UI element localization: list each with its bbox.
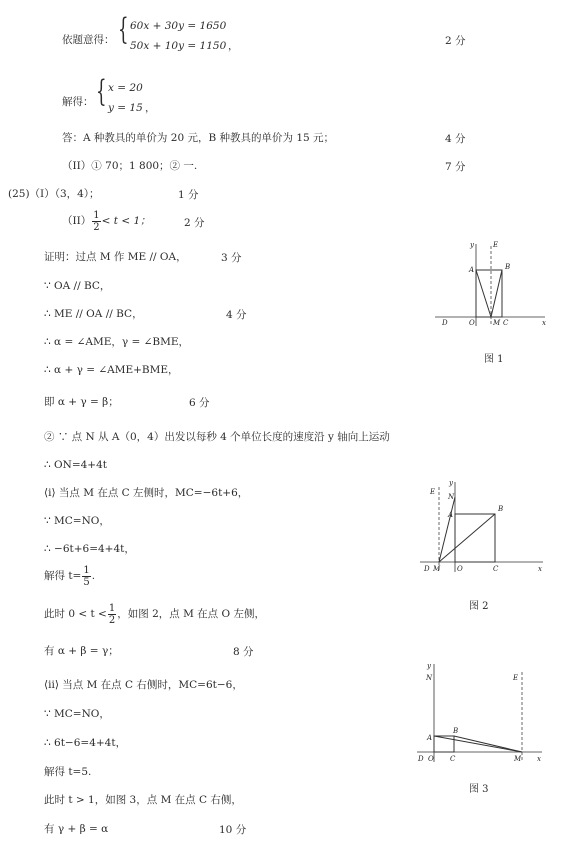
label-e: E xyxy=(493,241,499,249)
label-b: B xyxy=(453,727,459,735)
figure-3 xyxy=(412,660,544,770)
label-m: M xyxy=(433,565,441,573)
figure-1 xyxy=(430,238,550,328)
figure-3-caption: 图 3 xyxy=(469,784,489,795)
label-b: B xyxy=(505,263,511,271)
score-3: 3 分 xyxy=(221,252,242,264)
part-2-intro: ② ∵ 点 N 从 A（0，4）出发以每秒 4 个单位长度的速度沿 y 轴向上运动 xyxy=(44,431,390,443)
case-ii: ⟨ii⟩ 当点 M 在点 C 右侧时，MC=6t−6， xyxy=(44,679,243,691)
label-o: O xyxy=(469,319,475,327)
score-10: 10 分 xyxy=(219,824,247,836)
case-ii-result: 有 γ + β = α xyxy=(44,823,109,835)
proof-step-3: ∴ α = ∠AME，γ = ∠BME， xyxy=(44,336,190,348)
label-d: D xyxy=(442,319,448,327)
q25-part-i: (25)（I）（3，4）； xyxy=(8,188,100,200)
proof-step-4: ∴ α + γ = ∠AME+BME， xyxy=(44,364,179,376)
segment-mb xyxy=(439,514,495,562)
label-x: x xyxy=(537,755,541,763)
score-8: 8 分 xyxy=(233,646,254,658)
case-ii-condition: 此时 t > 1，如图 3，点 M 在点 C 右侧， xyxy=(44,794,242,806)
segment-mb xyxy=(491,270,502,317)
label-e: E xyxy=(430,488,436,496)
comma: ， xyxy=(228,40,239,52)
on-expression: ∴ ON=4+4t xyxy=(44,459,107,471)
segment-bm xyxy=(454,736,522,752)
answer-line: 答：A 种教具的单价为 20 元，B 种教具的单价为 15 元； xyxy=(62,132,335,144)
given-label: 依题意得： xyxy=(62,34,115,46)
case-ii-step-1: ∵ MC=NO， xyxy=(44,708,110,720)
solve-label: 解得： xyxy=(62,96,94,108)
label-a: A xyxy=(427,734,433,742)
figure-2 xyxy=(415,477,545,577)
segment-am xyxy=(434,736,522,752)
case-ii-step-2: ∴ 6t−6=4+4t， xyxy=(44,737,127,749)
solution-x: x = 20 xyxy=(108,82,143,94)
label-e: E xyxy=(513,674,519,682)
label-d: D xyxy=(418,755,424,763)
case-i-step-1: ∵ MC=NO， xyxy=(44,515,110,527)
label-c: C xyxy=(450,755,456,763)
part-ii-answer: （II）① 70；1 800；② 一. xyxy=(62,160,198,172)
proof-step-1: ∵ OA // BC， xyxy=(44,280,111,292)
label-x: x xyxy=(538,565,542,573)
label-y: y xyxy=(427,662,431,670)
label-a: A xyxy=(448,511,454,519)
label-d: D xyxy=(424,565,430,573)
label-y: y xyxy=(470,241,474,249)
label-c: C xyxy=(503,319,509,327)
score-7: 7 分 xyxy=(445,161,466,173)
proof-start: 证明：过点 M 作 ME // OA， xyxy=(44,251,187,263)
score-4b: 4 分 xyxy=(226,309,247,321)
label-b: B xyxy=(498,505,504,513)
label-n: N xyxy=(426,674,433,682)
equation-1a: 60x + 30y = 1650 xyxy=(130,20,227,32)
label-x: x xyxy=(542,319,546,327)
solution-y: y = 15 xyxy=(108,102,143,114)
proof-conclusion: 即 α + γ = β； xyxy=(44,396,119,408)
score-1: 1 分 xyxy=(178,189,199,201)
system-brace-1: { xyxy=(118,12,129,47)
case-i-solution: 解得 t= $\frac{1}{5}$ . xyxy=(44,564,96,588)
label-o: O xyxy=(428,755,434,763)
label-a: A xyxy=(469,266,475,274)
label-o: O xyxy=(457,565,463,573)
score-4: 4 分 xyxy=(445,133,466,145)
score-2: 2 分 xyxy=(445,35,466,47)
equation-1b: 50x + 10y = 1150 xyxy=(130,40,227,52)
case-i-condition: 此时 0 < t < $\frac{1}{2}$ ，如图 2，点 M 在点 O 左侧， xyxy=(44,602,265,626)
label-m: M xyxy=(514,755,522,763)
system-brace-2: { xyxy=(96,74,107,109)
figure-1-caption: 图 1 xyxy=(484,354,504,365)
case-ii-solution: 解得 t=5. xyxy=(44,766,92,778)
segment-am xyxy=(476,270,491,317)
label-m: M xyxy=(493,319,501,327)
comma: ， xyxy=(145,102,156,114)
proof-step-2: ∴ ME // OA // BC， xyxy=(44,308,143,320)
rect-oabc xyxy=(455,514,495,562)
score-2b: 2 分 xyxy=(184,217,205,229)
label-y: y xyxy=(449,479,453,487)
rect-oabc xyxy=(434,736,454,752)
figure-2-caption: 图 2 xyxy=(469,601,489,612)
case-i-step-2: ∴ −6t+6=4+4t， xyxy=(44,543,135,555)
case-i: ⟨i⟩ 当点 M 在点 C 左侧时，MC=−6t+6， xyxy=(44,487,249,499)
label-n: N xyxy=(448,493,455,501)
case-i-result: 有 α + β = γ； xyxy=(44,645,119,657)
score-6: 6 分 xyxy=(189,397,210,409)
label-c: C xyxy=(493,565,499,573)
q25-part-ii: （II） $\frac{1}{2}$ < t < 1； xyxy=(62,209,151,233)
segment-mn xyxy=(439,497,455,562)
